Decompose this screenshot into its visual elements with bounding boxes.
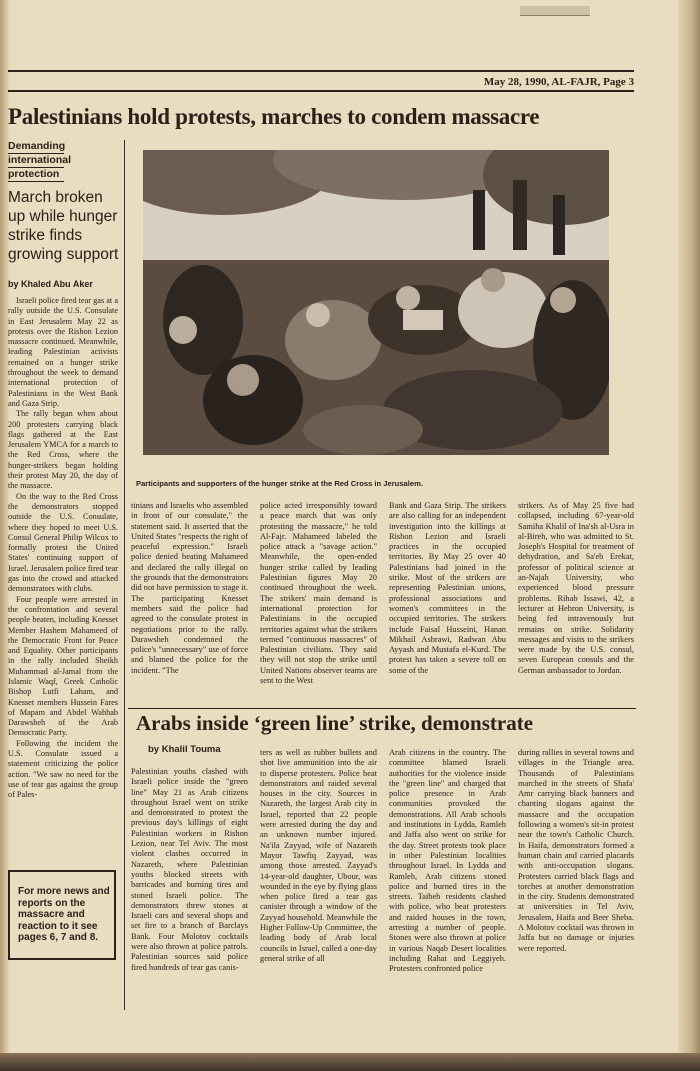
paragraph: Following the incident the U.S. Consulate issued a statement criticizing the police action. "We saw no need for the use of tear gas against the group of Pales- xyxy=(8,738,118,800)
story2-headline: Arabs inside ‘green line’ strike, demonstrate xyxy=(136,711,534,735)
paragraph: The rally began when about 200 protesters carrying black flags gathered at the East Jerusalem YMCA for a march to the Red Cross, where the hunger-strikers began holding their protest May 20, the day of the massacre. xyxy=(8,409,118,491)
column-divider xyxy=(124,140,125,1010)
story2-column-2: ters as well as rubber bullets and shot live ammunition into the air to disperse protesters. Police beat demonstrators and raided several houses in the city. Sources in Nazareth, the largest Arab city in Israel, reported that 22 people were arrested during the day and an unknown number injured. Na'ila Zayyad, wife of Nazareth Mayor Tawfiq Zayyad, was among those arrested. Zayyad's 14-year-old daughter, Ubour, was wounded in the eye by flying glass when police fired a tear gas canister through a window of the Zayyad household. Meanwhile the Higher Follow-Up Committee, the leading body of Arab local councils in Israel, called a one-day general strike of all xyxy=(260,748,377,963)
paragraph: Four people were arrested in the confrontation and several people beaten, including Knesset Member Hashem Mahameed of the Democratic Front for Peace and Equality. Other participants in the rally included Sheikh Muhammad al-Jamal from the Islamic Waqf, Greek Catholic Bishop Lutfi Laham, and Knesset members Hussein Fares of Mapam and Abdel Wahhab Darawsheh of the Arab Democratic Party. xyxy=(8,594,118,738)
photo-caption: Participants and supporters of the hunger strike at the Red Cross in Jerusalem. xyxy=(136,479,423,488)
header-bottom-rule xyxy=(8,90,634,92)
paragraph: Israeli police fired tear gas at a rally outside the U.S. Consulate in East Jerusalem May 22 as protests over the Rishon Lezion massacre continued. Meanwhile, leading Palestinian activists remained on a hunger strike throughout the week to demand international protection of Palestinians in the West Bank and Gaza Strip. xyxy=(8,296,118,408)
kicker-line: protection xyxy=(8,168,64,182)
kicker xyxy=(8,140,72,182)
page-edge xyxy=(678,0,700,1071)
kicker-line: Demanding xyxy=(8,140,66,152)
story1-column-4: strikers. As of May 25 five had collapsed, including 67-year-old Samiha Khalil of Ina'sh al-Usra in al-Bireh, who was admitted to St. Joseph's Hospital for treatment of dehydration, and Sa'eb Erekat, professor of political science at an-Najah University, who experienced blood pressure problems. Rihab Issawi, 42, a lecturer at Hebron University, is being fed intravenously but remains on strike. Solidarity messages and visits to the strikers were made by the U.S. consul, seven European consuls and the German ambassador to Jordan. xyxy=(518,501,634,675)
sidebar-byline: by Khaled Abu Aker xyxy=(8,279,93,289)
story2-column-4: during rallies in several towns and villages in the Triangle area. Thousands of Palestinians marched in the streets of Shafa' Amr carrying black banners and chanting slogans against the massacre and the occupation following a women's sit-in protest near the town's Catholic Church. In Haifa, demonstrators formed a human chain and carried placards with anti-occupation slogans. Protesters carried black flags and torches at another demonstration in the city. Students demonstrated at universities in Tel Aviv, Jerusalem, Haifa and Beer Sheba. A Molotov cocktail was thrown in Jaffa but no damage or injuries were reported. xyxy=(518,748,634,953)
story2-column-1: Palestinian youths clashed with Israeli police inside the "green line" May 21 as Arab citizens throughout Israel went on strike and demonstrated to protest the previous day's killings of eight Palestinian workers in Rishon Lezion, near Tel Aviv. The most violent clashes occurred in Nazareth, where Palestinian youths blocked streets with barricades and burning tires and stoned Israeli police. The demonstrators threw stones at Israeli cars and several shops and set fire to a branch of Barclays Bank. Four Molotov cocktails were also thrown at police patrols. Palestinian sources said police fired hundreds of tear gas canis- xyxy=(131,767,248,972)
header-top-rule xyxy=(8,70,634,72)
page-bottom-edge xyxy=(0,1053,700,1071)
kicker-line: international xyxy=(8,154,72,166)
story1-column-3: Bank and Gaza Strip. The strikers are also calling for an independent investigation into the killings at Rishon Lezion and Israeli practices in the occupied territories. By May 25 over 40 Palestinians had joined in the strike. Most of the strikers are representing Palestinian unions, professional associations and women's committees in the occupied territories. The strikers include Faisal Husseini, Hanan Mikhail Ashrawi, Radwan Abu Ayyash and Mustafa el-Kurd. The protest has taken a severe toll on some of the xyxy=(389,501,506,675)
story-divider xyxy=(128,708,636,709)
page-dateline: May 28, 1990, AL-FAJR, Page 3 xyxy=(483,76,634,88)
binding-tape xyxy=(520,6,590,16)
story2-column-3: Arab citizens in the country. The committee blamed Israeli authorities for the violence inside the "green line" and charged that police presence in Arab communities provoked the demonstrations. All Arab schools and institutions in Lydda, Ramleh and Jaffa also went on strike for the day. Street protests took place in other Palestinian localities throughout Israel. In Lydda and Ramleh, Arab citizens stoned police and burned tires in the streets. Taibeh residents clashed with police, who beat protesters and raided houses in the town, arresting a number of people. Stones were also thrown at police in various Naqab Desert localities including Rahat and Leggiyeh. Protesters confronted police xyxy=(389,748,506,974)
story2-byline: by Khalil Touma xyxy=(148,744,221,755)
news-photo xyxy=(143,150,609,455)
photo-illustration xyxy=(143,150,609,455)
sidebar-headline: March broken up while hunger strike finds growing support xyxy=(8,189,119,263)
story1-column-1: tinians and Israelis who assembled in front of our consulate," the statement said. It asserted that the United States "respects the right of peaceful expression." Israeli police denied beating Mahameed and declared the rally illegal on the grounds that the demonstrators did not have permission to stage it. The participating Knesset members said the police had agreed to the consulate protest in negotiations prior to the rally. Darawsheh condemned the police's "unnecessary" use of force and blamed the police for the incident. "The xyxy=(131,501,248,675)
story1-column-2: police acted irresponsibly toward a peace march that was only protesting the massacre," he told Al-Fajr. Mahameed labeled the police attack a "savage action." Meanwhile, the open-ended hunger strike called by leading Palestinian figures May 20 continued throughout the week. The strikers' main demand is international protection for Palestinians in the occupied territories against what the strikers termed "continuous massacres" of Palestinian civilians. They said they will not stop the strike until United Nations observer teams are sent to the West xyxy=(260,501,377,686)
promo-box: For more news and reports on the massacre and reaction to it see pages 6, 7 and 8. xyxy=(8,870,116,960)
main-headline: Palestinians hold protests, marches to condem massacre xyxy=(8,104,540,129)
sidebar-body xyxy=(8,296,118,866)
paragraph: On the way to the Red Cross the demonstrators stopped outside the U.S. Consulate, where they hoped to meet U.S. Consul General Philip Wilcox to formally protest the United States' continuing support of Israel. Jerusalem police fired tear gas into the crowd and attacked demonstrators with clubs. xyxy=(8,491,118,594)
